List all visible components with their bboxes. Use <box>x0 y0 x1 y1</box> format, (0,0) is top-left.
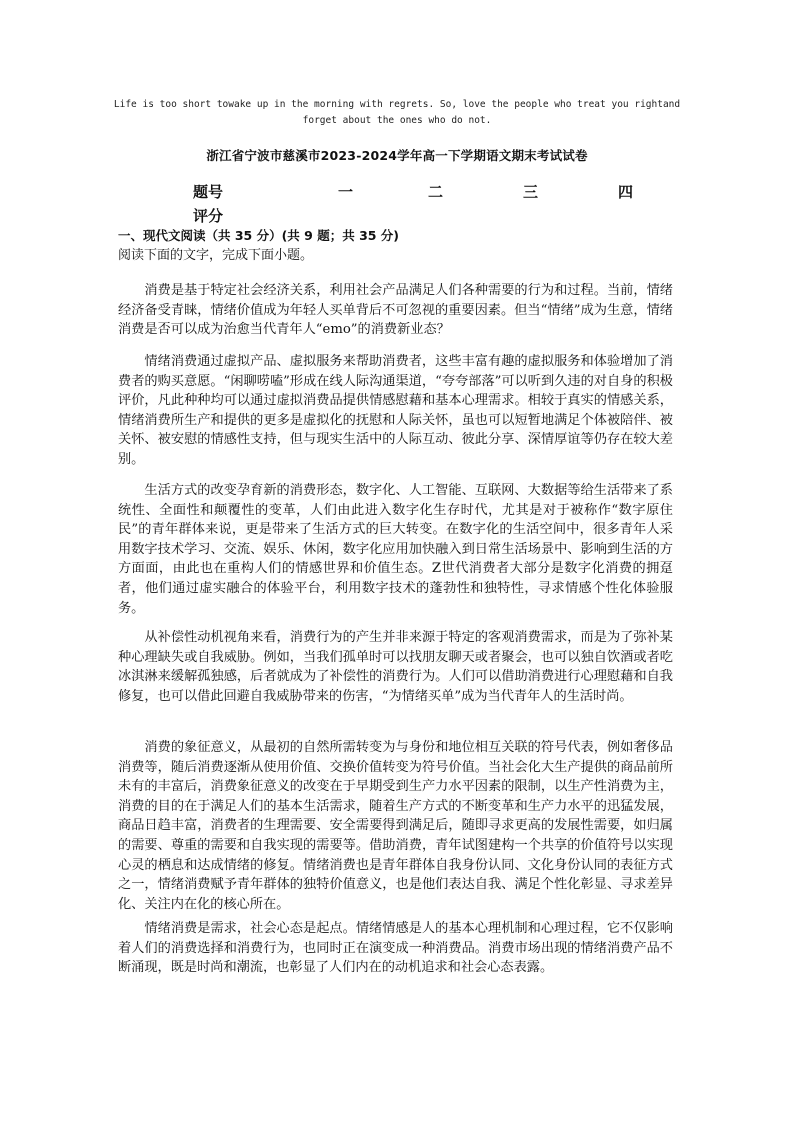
exam-title: 浙江省宁波市慈溪市2023-2024学年高一下学期语文期末考试试卷 <box>206 148 588 163</box>
score-label: 评分 <box>193 207 224 225</box>
section-instruction: 阅读下面的文字，完成下面小题。 <box>118 248 314 263</box>
column-4: 四 <box>618 183 634 201</box>
paragraph-4: 从补偿性动机视角来看，消费行为的产生并非来源于特定的客观消费需求，而是为了弥补某种心理缺失或自我威胁。例如，当我们孤单时可以找朋友聊天或者聚会，也可以独自饮酒或者吃冰淇淋来缓解孤独感，后者就成为了补偿性的消费行为。人们可以借助消费进行心理慰藉和自我修复，也可以借此回避自我威胁带来的伤害，“为情绪买单”成为当代青年人的生活时尚。 <box>118 630 673 704</box>
paragraph-2: 情绪消费通过虚拟产品、虚拟服务来帮助消费者，这些丰富有趣的虚拟服务和体验增加了消费者的购买意愿。“闲聊唠嗑”形成在线人际沟通渠道，“夸夸部落”可以听到久违的对自身的积极评价，凡此种种均可以通过虚拟消费品提供情感慰藉和基本心理需求。相较于真实的情感关系，情绪消费所生产和提供的更多是虚拟化的抚慰和人际关怀，虽也可以短暂地满足个体被陪伴、被关怀、被安慰的情感性支持，但与现实生活中的人际互动、彼此分享、深情厚谊等仍存在较大差别。 <box>118 354 673 467</box>
paragraph-5: 消费的象征意义，从最初的自然所需转变为与身份和地位相互关联的符号代表，例如奢侈品消费等，随后消费逐渐从使用价值、交换价值转变为符号价值。当社会化大生产提供的商品前所未有的丰富后，消费象征意义的改变在于早期受到生产力水平因素的限制，以生产性消费为主，消费的目的在于满足人们的基本生活需求，随着生产方式的不断变革和生产力水平的迅猛发展，商品日趋丰富，消费者的生理需要、安全需要得到满足后，随即寻求更高的发展性需要，如归属的需要、尊重的需要和自我实现的需要等。借助消费，青年试图建构一个共享的价值符号以实现心灵的栖息和达成情绪的修复。情绪消费也是青年群体自我身份认同、文化身份认同的表征方式之一，情绪消费赋予青年群体的独特价值意义，也是他们表达自我、满足个性化彰显、寻求差异化、关注内在化的核心所在。 <box>118 740 673 912</box>
section-heading: 一、现代文阅读（共 35 分）(共 9 题；共 35 分) <box>118 228 400 243</box>
paragraph-3: 生活方式的改变孕育新的消费形态，数字化、人工智能、互联网、大数据等给生活带来了系统性、全面性和颠覆性的变革，人们由此进入数字化生存时代，尤其是对于被称作“数字原住民”的青年群体来说，更是带来了生活方式的巨大转变。在数字化的生活空间中，很多青年人采用数字技术学习、交流、娱乐、休闲，数字化应用加快融入到日常生活场景中、影响到生活的方方面面，由此也在重构人们的情感世界和价值生态。Z世代消费者大部分是数字化消费的拥趸者，他们通过虚实融合的体验平台，利用数字技术的蓬勃性和独特性，寻求情感个性化体验服务。 <box>118 483 673 616</box>
paragraph-6: 情绪消费是需求，社会心态是起点。情绪情感是人的基本心理机制和心理过程，它不仅影响着人们的消费选择和消费行为，也同时正在演变成一种消费品。消费市场出现的情绪消费产品不断涌现，既是时尚和潮流，也彰显了人们内在的动机追求和社会心态表露。 <box>118 921 673 976</box>
column-1: 一 <box>338 183 354 201</box>
column-3: 三 <box>523 183 539 201</box>
question-number-label: 题号 <box>193 183 224 201</box>
score-table-header <box>193 181 643 205</box>
motto-text: Life is too short towake up in the morning with regrets. So, love the people who treat you rightand forget about the ones who do not. <box>113 99 681 126</box>
paragraph-1: 消费是基于特定社会经济关系，利用社会产品满足人们各种需要的行为和过程。当前，情绪经济备受青睐，情绪价值成为年轻人买单背后不可忽视的重要因素。但当“情绪”成为生意，情绪消费是否可以成为治愈当代青年人“emo”的消费新业态？ <box>118 283 673 338</box>
column-2: 二 <box>428 183 444 201</box>
